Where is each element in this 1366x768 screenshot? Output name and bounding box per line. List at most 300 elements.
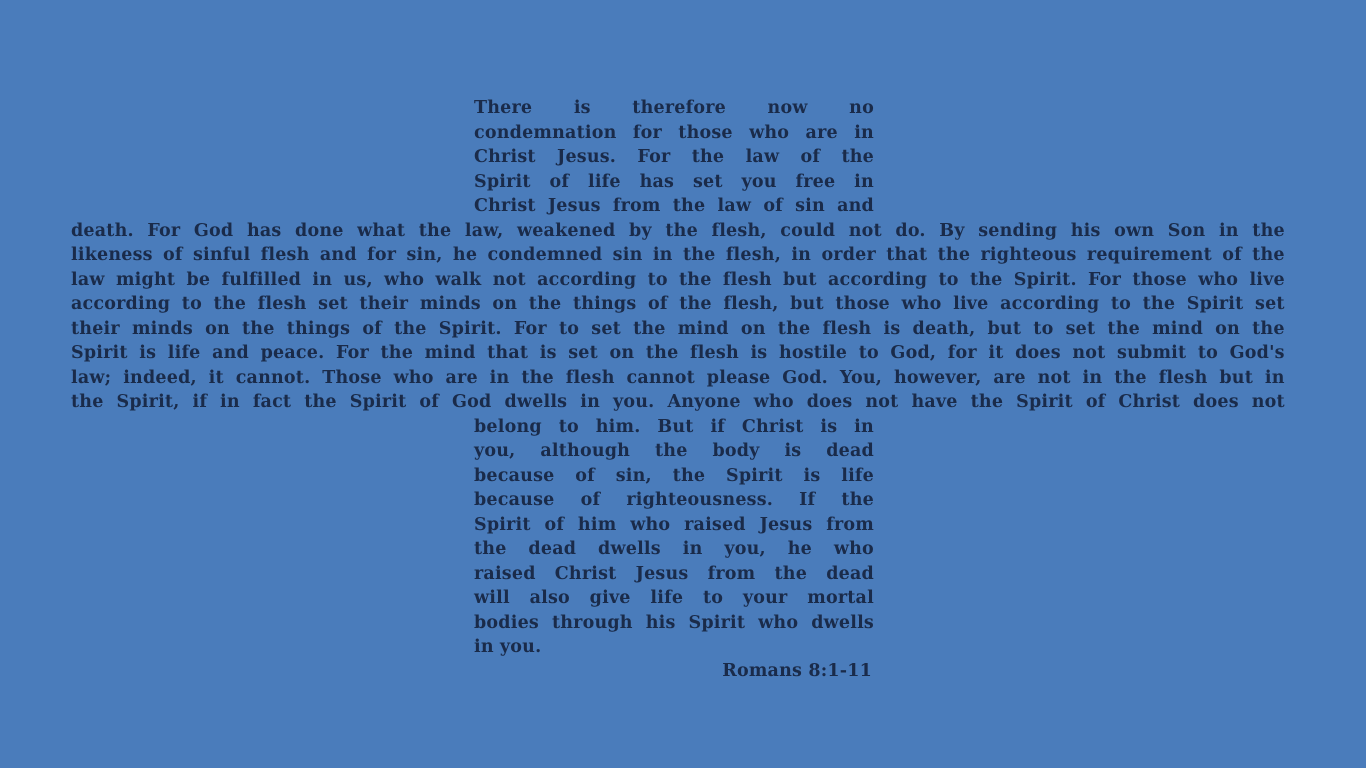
scripture-word: is xyxy=(820,416,838,437)
scripture-word: sin, xyxy=(615,465,652,486)
scripture-word: peace. xyxy=(260,343,325,363)
scripture-word: although xyxy=(540,441,631,461)
scripture-word: to xyxy=(702,588,724,608)
scripture-word: belong xyxy=(474,416,542,437)
scripture-word: minds xyxy=(419,294,481,314)
scripture-word: the xyxy=(691,147,725,167)
scripture-word: death, xyxy=(912,318,976,339)
scripture-word: to xyxy=(181,294,202,314)
scripture-word: Spirit. xyxy=(1013,269,1077,290)
scripture-word: will xyxy=(474,588,510,608)
scripture-word: righteous xyxy=(980,245,1077,265)
scripture-line xyxy=(474,513,874,538)
scripture-word: does xyxy=(1193,392,1239,412)
scripture-word: in xyxy=(312,269,333,290)
scripture-word: Christ xyxy=(474,147,536,167)
scripture-word: of xyxy=(1085,392,1106,412)
scripture-word: But xyxy=(657,416,694,437)
scripture-word: the xyxy=(394,318,427,339)
scripture-word: who xyxy=(630,514,671,535)
scripture-word: who xyxy=(833,539,874,559)
scripture-word: might xyxy=(115,269,176,290)
scripture-word: For xyxy=(513,318,547,339)
scripture-word: life xyxy=(841,465,874,486)
scripture-word: hostile xyxy=(778,343,848,363)
scripture-word: but xyxy=(1219,367,1254,388)
scripture-word: because xyxy=(474,490,555,510)
scripture-line xyxy=(474,537,874,562)
scripture-word: flesh xyxy=(565,367,615,388)
scripture-word: Jesus. xyxy=(556,147,617,167)
scripture-word: bodies xyxy=(474,612,539,633)
scripture-word: God xyxy=(452,392,492,412)
scripture-word: the xyxy=(380,343,414,363)
scripture-word: the xyxy=(655,441,688,461)
scripture-line xyxy=(474,488,874,513)
scripture-line xyxy=(474,194,874,219)
scripture-word: no xyxy=(849,98,874,118)
scripture-word: from xyxy=(612,196,661,216)
scripture-word: on xyxy=(740,318,766,339)
scripture-word: that xyxy=(886,245,928,265)
scripture-word: For xyxy=(637,147,671,167)
scripture-word: to xyxy=(1110,294,1132,314)
scripture-word: you. xyxy=(613,392,655,412)
scripture-word: sin xyxy=(795,196,825,216)
scripture-word: you xyxy=(741,171,777,192)
scripture-word: who xyxy=(901,294,942,314)
scripture-word: the xyxy=(777,318,811,339)
scripture-line xyxy=(71,292,1285,317)
scripture-word: those xyxy=(678,122,733,143)
scripture-word: in xyxy=(682,539,703,559)
scripture-word: sinful xyxy=(192,245,251,265)
scripture-word: God, xyxy=(890,343,937,363)
scripture-line xyxy=(71,390,1285,415)
scripture-word: raised xyxy=(684,514,746,535)
scripture-word: in xyxy=(220,392,240,412)
scripture-word: is xyxy=(883,318,901,339)
scripture-word: to xyxy=(938,269,959,290)
scripture-word: Anyone xyxy=(667,392,741,412)
scripture-word: from xyxy=(707,563,756,584)
scripture-word: Spirit, xyxy=(116,392,180,412)
scripture-word: those xyxy=(1132,269,1187,290)
scripture-word: in xyxy=(1264,367,1285,388)
scripture-word: have xyxy=(911,392,958,412)
scripture-word: walk xyxy=(435,269,482,290)
scripture-line xyxy=(71,219,1285,244)
scripture-word: Christ xyxy=(741,416,804,437)
scripture-word: things xyxy=(572,294,637,314)
scripture-word: the xyxy=(1252,318,1285,339)
scripture-word: raised xyxy=(474,563,536,584)
scripture-word: Spirit xyxy=(1186,294,1244,314)
scripture-word: mind xyxy=(677,318,729,339)
scripture-word: to xyxy=(1033,318,1054,339)
scripture-reference: Romans 8:1-11 xyxy=(722,661,872,681)
scripture-word: of xyxy=(648,294,668,314)
scripture-word: live xyxy=(953,294,989,314)
scripture-word: who xyxy=(384,269,425,290)
scripture-word: however, xyxy=(893,367,982,388)
scripture-word: of xyxy=(763,196,783,216)
scripture-word: life xyxy=(587,171,621,192)
scripture-word: condemnation xyxy=(474,122,617,143)
scripture-word: the xyxy=(418,220,452,241)
scripture-word: the xyxy=(672,196,706,216)
scripture-word: weakened xyxy=(516,220,616,241)
scripture-word: God. xyxy=(782,367,828,388)
scripture-word: those xyxy=(835,294,890,314)
scripture-word: flesh xyxy=(260,245,310,265)
scripture-word: dwells xyxy=(504,392,568,412)
scripture-word: set xyxy=(318,294,348,314)
scripture-word: is xyxy=(803,465,821,486)
scripture-word: it xyxy=(988,343,1004,363)
scripture-word: in xyxy=(474,637,494,657)
scripture-word: of xyxy=(1222,245,1242,265)
scripture-word: not xyxy=(1037,367,1071,388)
scripture-line xyxy=(474,611,874,636)
scripture-word: does xyxy=(1015,343,1061,363)
scripture-word: life xyxy=(167,343,201,363)
scripture-word: flesh xyxy=(257,294,307,314)
scripture-word: in xyxy=(489,367,510,388)
scripture-word: the xyxy=(528,294,562,314)
scripture-word: God's xyxy=(1229,343,1285,363)
scripture-word: you, xyxy=(724,539,766,559)
scripture-word: God xyxy=(193,220,234,241)
scripture-word: is xyxy=(539,343,557,363)
scripture-word: if xyxy=(710,416,726,437)
scripture-word: not xyxy=(1251,392,1285,412)
scripture-word: the xyxy=(841,147,874,167)
scripture-line xyxy=(474,121,874,146)
scripture-word: his xyxy=(645,612,676,633)
scripture-word: dead xyxy=(528,539,577,559)
scripture-word: Christ xyxy=(474,196,536,216)
scripture-word: the xyxy=(1114,367,1147,388)
scripture-word: law xyxy=(745,147,780,167)
scripture-word: There xyxy=(474,98,533,118)
scripture-word: please xyxy=(706,367,771,388)
scripture-word: minds xyxy=(131,318,193,339)
scripture-word: the xyxy=(304,392,337,412)
scripture-word: from xyxy=(826,514,874,535)
scripture-word: of xyxy=(580,490,601,510)
scripture-word: it xyxy=(208,367,224,388)
scripture-word: in xyxy=(1218,220,1239,241)
scripture-line xyxy=(474,439,874,464)
scripture-word: the xyxy=(672,465,706,486)
scripture-line xyxy=(474,635,874,660)
scripture-word: to xyxy=(558,318,580,339)
scripture-word: Christ xyxy=(1118,392,1181,412)
scripture-word: For xyxy=(1088,269,1122,290)
scripture-line xyxy=(71,317,1285,342)
scripture-word: and xyxy=(837,196,874,216)
scripture-word: submit xyxy=(1117,343,1187,363)
scripture-word: not xyxy=(865,392,899,412)
scripture-word: dwells xyxy=(811,612,874,633)
scripture-word: the xyxy=(1252,245,1285,265)
scripture-word: Spirit xyxy=(688,612,746,633)
scripture-word: set xyxy=(1065,318,1096,339)
scripture-word: Spirit xyxy=(726,465,783,486)
scripture-word: For xyxy=(335,343,369,363)
scripture-word: Spirit xyxy=(349,392,407,412)
scripture-word: to xyxy=(558,416,579,437)
scripture-word: condemned xyxy=(487,245,603,265)
scripture-word: free xyxy=(795,171,836,192)
scripture-word: dwells xyxy=(598,539,661,559)
scripture-word: life xyxy=(650,588,684,608)
scripture-word: Jesus xyxy=(635,563,689,584)
scripture-word: the xyxy=(937,245,971,265)
scripture-word: if xyxy=(192,392,208,412)
scripture-word: are xyxy=(445,367,478,388)
scripture-word: set xyxy=(591,318,621,339)
scripture-word: in xyxy=(854,171,874,192)
scripture-word: Spirit. xyxy=(438,318,502,339)
scripture-word: death. xyxy=(71,220,134,241)
scripture-word: that xyxy=(487,343,529,363)
scripture-word: requirement xyxy=(1086,245,1212,265)
scripture-word: who xyxy=(753,392,794,412)
scripture-line xyxy=(71,341,1285,366)
scripture-word: of xyxy=(549,171,570,192)
scripture-word: the xyxy=(213,294,247,314)
scripture-word: fulfilled xyxy=(221,269,302,290)
scripture-word: the xyxy=(679,269,712,290)
scripture-word: the xyxy=(633,318,666,339)
scripture-word: your xyxy=(742,588,788,608)
scripture-word: he xyxy=(452,245,478,265)
scripture-word: the xyxy=(665,220,698,241)
scripture-word: therefore xyxy=(632,98,726,118)
scripture-word: of xyxy=(575,465,595,486)
scripture-word: law, xyxy=(464,220,504,241)
scripture-word: Spirit xyxy=(71,343,128,363)
scripture-word: are xyxy=(993,367,1026,388)
scripture-word: sin xyxy=(612,245,643,265)
scripture-word: on xyxy=(492,294,518,314)
scripture-word: the xyxy=(970,392,1004,412)
scripture-word: done xyxy=(295,220,344,241)
scripture-word: flesh xyxy=(1158,367,1208,388)
scripture-word: dead xyxy=(826,563,874,584)
scripture-word: the xyxy=(474,539,507,559)
scripture-word: likeness xyxy=(71,245,153,265)
scripture-word: him xyxy=(577,514,617,535)
scripture-word: own xyxy=(1114,220,1155,241)
scripture-word: to xyxy=(1197,343,1219,363)
scripture-word: who xyxy=(393,367,434,388)
scripture-line xyxy=(71,366,1285,391)
scripture-word: cannot. xyxy=(235,367,311,388)
scripture-word: Spirit xyxy=(1016,392,1073,412)
scripture-word: he xyxy=(787,539,812,559)
scripture-word: their xyxy=(71,318,120,339)
scripture-word: set xyxy=(1255,294,1285,314)
scripture-word: according xyxy=(1000,294,1100,314)
scripture-word: in xyxy=(854,416,874,437)
scripture-line xyxy=(71,243,1285,268)
scripture-word: mind xyxy=(424,343,476,363)
scripture-word: in xyxy=(652,245,673,265)
scripture-word: of xyxy=(800,147,821,167)
scripture-word: flesh, xyxy=(711,220,767,241)
scripture-word: could xyxy=(780,220,836,241)
scripture-word: his xyxy=(1070,220,1101,241)
scripture-word: law xyxy=(717,196,752,216)
scripture-word: but xyxy=(790,294,824,314)
scripture-word: him. xyxy=(595,416,641,437)
scripture-line xyxy=(474,96,874,121)
scripture-word: for xyxy=(367,245,397,265)
scripture-word: things xyxy=(286,318,351,339)
scripture-word: set xyxy=(692,171,723,192)
scripture-word: by xyxy=(629,220,652,241)
scripture-word: Jesus xyxy=(759,514,813,535)
scripture-word: the xyxy=(774,563,808,584)
scripture-word: For xyxy=(147,220,181,241)
scripture-word: fact xyxy=(252,392,292,412)
scripture-word: on xyxy=(609,343,635,363)
scripture-word: according xyxy=(537,269,637,290)
scripture-word: through xyxy=(551,612,633,633)
scripture-word: Christ xyxy=(554,563,617,584)
scripture-word: the xyxy=(682,245,716,265)
scripture-word: If xyxy=(799,490,816,510)
scripture-word: but xyxy=(987,318,1022,339)
scripture-word: body xyxy=(712,441,760,461)
scripture-word: of xyxy=(544,514,565,535)
scripture-word: flesh xyxy=(822,318,872,339)
scripture-word: the xyxy=(71,392,104,412)
scripture-word: on xyxy=(205,318,230,339)
scripture-word: flesh, xyxy=(723,294,779,314)
scripture-word: mind xyxy=(1152,318,1204,339)
scripture-word: the xyxy=(242,318,275,339)
scripture-word: what xyxy=(357,220,406,241)
scripture-word: are xyxy=(805,122,838,143)
scripture-word: you, xyxy=(474,441,516,461)
scripture-word: to xyxy=(647,269,668,290)
scripture-word: who xyxy=(758,612,799,633)
scripture-word: the xyxy=(841,490,874,510)
scripture-word: has xyxy=(246,220,282,241)
scripture-word: do. xyxy=(895,220,926,241)
scripture-line xyxy=(474,562,874,587)
scripture-word: Spirit xyxy=(474,171,531,192)
scripture-word: law; xyxy=(71,367,112,388)
scripture-word: to xyxy=(858,343,879,363)
scripture-word: and xyxy=(319,245,357,265)
scripture-word: give xyxy=(589,588,631,608)
scripture-word: is xyxy=(139,343,157,363)
scripture-word: and xyxy=(212,343,249,363)
scripture-word: sending xyxy=(978,220,1058,241)
scripture-line xyxy=(71,268,1285,293)
scripture-word: their xyxy=(359,294,409,314)
scripture-word: the xyxy=(969,269,1003,290)
scripture-word: Son xyxy=(1167,220,1206,241)
scripture-word: for xyxy=(947,343,977,363)
scripture-word: the xyxy=(645,343,679,363)
scripture-word: is xyxy=(573,98,591,118)
scripture-line xyxy=(474,464,874,489)
scripture-word: You, xyxy=(839,367,883,388)
scripture-word: order xyxy=(821,245,876,265)
scripture-word: on xyxy=(1215,318,1240,339)
scripture-word: the xyxy=(1107,318,1140,339)
scripture-word: because xyxy=(474,465,555,486)
scripture-word: dead xyxy=(826,441,874,461)
scripture-word: be xyxy=(186,269,211,290)
scripture-word: set xyxy=(568,343,598,363)
scripture-word: mortal xyxy=(807,588,874,608)
scripture-word: does xyxy=(806,392,853,412)
scripture-word: according xyxy=(71,294,171,314)
scripture-line xyxy=(474,415,874,440)
scripture-line xyxy=(474,586,874,611)
scripture-word: not xyxy=(848,220,882,241)
scripture-word: Jesus xyxy=(547,196,601,216)
scripture-word: Spirit xyxy=(474,514,531,535)
scripture-word: is xyxy=(750,343,768,363)
scripture-word: us, xyxy=(343,269,373,290)
scripture-word: now xyxy=(767,98,808,118)
scripture-word: the xyxy=(521,367,554,388)
scripture-word: righteousness. xyxy=(626,490,774,510)
scripture-word: in xyxy=(791,245,812,265)
scripture-word: also xyxy=(529,588,570,608)
scripture-word: live xyxy=(1249,269,1285,290)
scripture-word: sin, xyxy=(406,245,443,265)
scripture-word: for xyxy=(632,122,662,143)
scripture-word: the xyxy=(1142,294,1176,314)
scripture-word: but xyxy=(783,269,817,290)
scripture-line xyxy=(474,170,874,195)
scripture-word: of xyxy=(362,318,382,339)
scripture-line xyxy=(474,145,874,170)
scripture-word: flesh, xyxy=(725,245,781,265)
scripture-word: not xyxy=(1072,343,1106,363)
scripture-word: not xyxy=(492,269,526,290)
scripture-word: flesh xyxy=(722,269,772,290)
scripture-word: indeed, xyxy=(123,367,197,388)
scripture-word: you. xyxy=(499,637,542,657)
scripture-word: the xyxy=(679,294,712,314)
scripture-word: of xyxy=(163,245,183,265)
scripture-word: has xyxy=(639,171,675,192)
scripture-word: according xyxy=(828,269,928,290)
scripture-word: law xyxy=(71,269,105,290)
scripture-word: cannot xyxy=(626,367,695,388)
scripture-word: flesh xyxy=(689,343,739,363)
scripture-word: of xyxy=(419,392,440,412)
scripture-word: By xyxy=(939,220,965,241)
scripture-word: in xyxy=(854,122,874,143)
scripture-word: the xyxy=(1252,220,1285,241)
scripture-word: Those xyxy=(322,367,382,388)
scripture-word: is xyxy=(784,441,802,461)
scripture-word: who xyxy=(749,122,790,143)
scripture-word: who xyxy=(1198,269,1239,290)
scripture-word: in xyxy=(580,392,601,412)
